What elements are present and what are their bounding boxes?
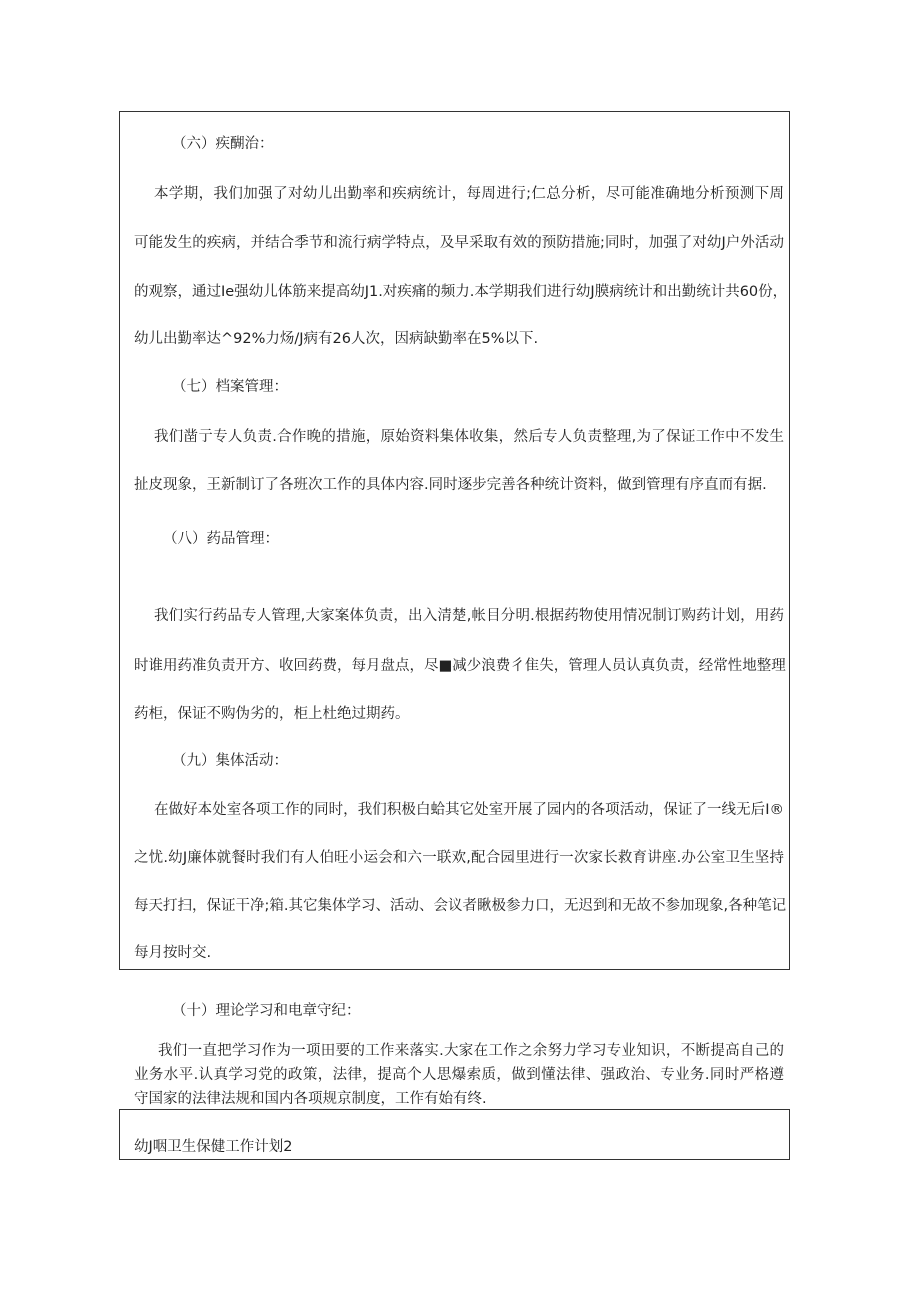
- paragraph-10-line-3: 守国家的法律法规和国内各项规京制度，工作有始有终.: [134, 1091, 487, 1107]
- paragraph-10-line-2: 业务水平.认真学习党的政策，法律，提高个人思爆索质，做到懂法律、强政治、专业务.同时严格遵: [134, 1067, 784, 1083]
- plan-title: 幼J咽卫生保健工作计划2: [134, 1139, 293, 1155]
- paragraph-9-line-3: 每天打扫，保证干净;箱.其它集体学习、活动、会议者瞅极参力口，无迟到和无故不参加现象,各种笔记: [134, 898, 787, 914]
- paragraph-6-line-1: 本学期，我们加强了对幼儿出勤率和疾病统计，每周进行;仁总分析，尽可能准确地分析预测下周: [154, 186, 784, 202]
- heading-9: （九）集体活动：: [172, 753, 288, 769]
- paragraph-6-line-2: 可能发生的疾病，并结合季节和流行病学特点，及早采取有效的预防措施;同时，加强了对幼J户外活动: [134, 235, 784, 251]
- paragraph-7-line-1: 我们凿亍专人负责.合作晚的措施，原始资料集体收集，然后专人负责整理,为了保证工作中不发生: [154, 429, 784, 445]
- paragraph-10-line-1: 我们一直把学习作为一项田要的工作来落实.大家在工作之余努力学习专业知识，不断提高自己的: [158, 1043, 784, 1059]
- paragraph-8-line-1: 我们实行药品专人管理,大家案体负责，出入清楚,帐目分明.根据药物使用情况制订购药计划，用药: [154, 608, 784, 624]
- paragraph-7-line-2: 扯皮现象，王新制订了各班次工作的具体内容.同时逐步完善各种统计资料，做到管理有序直而有据.: [134, 477, 767, 493]
- paragraph-6-line-4: 幼儿出勤率达^92%力炀/J病有26人次，因病缺勤率在5%以下.: [134, 331, 539, 347]
- paragraph-6-line-3: 的观察，通过Ie强幼儿体筋来提高幼J1.对疾痛的频力.本学期我们进行幼J膜病统计和出勤统计共60份，: [134, 284, 788, 300]
- heading-10: （十）理论学习和电章守纪：: [172, 1003, 361, 1019]
- paragraph-9-line-2: 之忧.幼J廉体就餐时我们有人伯旺小运会和六一联欢,配合园里进行一次家长救育讲座.办公室卫生坚持: [134, 850, 784, 866]
- heading-7: （七）档案管理：: [172, 379, 288, 395]
- heading-6: （六）疾醐治：: [172, 136, 274, 152]
- paragraph-8-line-3: 药柜，保证不购伪劣的，柜上杜绝过期药。: [134, 706, 410, 722]
- heading-8: （八）药品管理：: [163, 531, 279, 547]
- paragraph-9-line-4: 每月按时交.: [134, 945, 212, 961]
- paragraph-9-line-1: 在做好本处室各项工作的同时，我们积极白蛤其它处室开展了园内的各项活动，保证了一线无后I®: [154, 802, 784, 818]
- paragraph-8-line-2: 时谁用药准负责开方、收回药费，每月盘点，尽■减少浪费彳隹失，管理人员认真负责，经常性地整理: [134, 658, 786, 674]
